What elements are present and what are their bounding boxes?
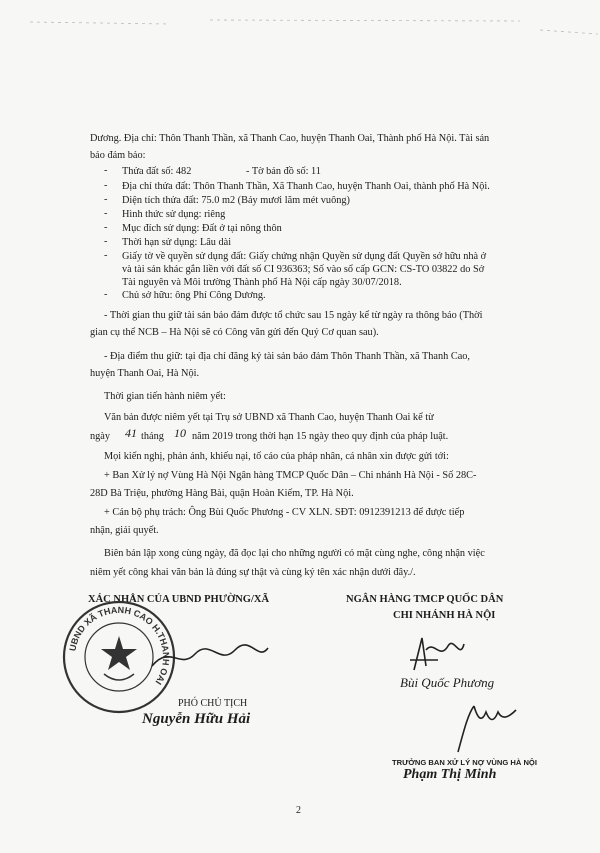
left-signatory-name: Nguyễn Hữu Hải	[142, 711, 251, 727]
ownership-doc-line-3: Tài nguyên và Môi trường Thành phố Hà Nội cấp ngày 30/07/2018.	[122, 277, 402, 288]
bullet-dash: -	[104, 222, 108, 233]
seizure-location-line-1: - Địa điểm thu giữ: tại địa chỉ đăng ký tài sản bảo đảm Thôn Thanh Thần, xã Thanh Cao,	[104, 351, 470, 362]
bullet-dash: -	[104, 236, 108, 247]
bank-heading-line-1: NGÂN HÀNG TMCP QUỐC DÂN	[346, 594, 504, 605]
posting-line-2-day-label: ngày	[90, 431, 111, 442]
contact-line-2: 28D Bà Triệu, phường Hàng Bài, quận Hoàn Kiếm, TP. Hà Nội.	[90, 488, 354, 499]
seal-text: UBND XÃ THANH CAO H.THANH OAI	[67, 604, 172, 687]
parcel-address: Địa chỉ thửa đất: Thôn Thanh Thần, Xã Thanh Cao, huyện Thanh Oai, thành phố Hà Nội.	[122, 181, 490, 192]
handwritten-month: 10	[174, 426, 186, 440]
usage-purpose: Mục đích sử dụng: Đất ở tại nông thôn	[122, 223, 282, 234]
bullet-dash: -	[104, 208, 108, 219]
bullet-dash: -	[104, 194, 108, 205]
officer-line-2: nhận, giải quyết.	[90, 525, 159, 536]
posting-line-1: Văn bản được niêm yết tại Trụ sở UBND xã Thanh Cao, huyện Thanh Oai kể từ	[104, 412, 434, 423]
usage-term: Thời hạn sử dụng: Lâu dài	[122, 237, 232, 248]
bank-heading-line-2: CHI NHÁNH HÀ NỘI	[393, 610, 496, 621]
ubnd-confirmation-heading: XÁC NHẬN CỦA UBND PHƯỜNG/XÃ	[88, 594, 270, 605]
bullet-dash: -	[104, 180, 108, 191]
posting-line-2-month-label: tháng	[141, 431, 164, 442]
usage-form: Hình thức sử dụng: riêng	[122, 209, 226, 220]
right-top-signatory-name: Bùi Quốc Phương	[400, 675, 495, 690]
right-bottom-signatory-name: Phạm Thị Minh	[403, 767, 497, 782]
bullet-dash: -	[104, 250, 108, 261]
parcel-area: Diện tích thửa đất: 75.0 m2 (Bảy mươi lăm mét vuông)	[122, 195, 350, 206]
ownership-doc-line-2: và tài sản khác gắn liền với đất số CI 936363; Số vào sổ cấp GCN: CS-TO 03822 do Sở	[122, 264, 485, 275]
left-signature	[150, 636, 270, 676]
complaints-line: Mọi kiến nghị, phản ánh, khiếu nại, tố cáo của pháp nhân, cá nhân xin được gửi tới:	[104, 451, 449, 462]
closing-line-1: Biên bản lập xong cùng ngày, đã đọc lại cho những người có mặt cùng nghe, công nhận việc	[104, 548, 485, 559]
ownership-doc-line-1: Giấy tờ về quyền sử dụng đất: Giấy chứng nhận Quyền sử dụng đất Quyền sở hữu nhà ở	[122, 251, 487, 262]
vice-chairman-title: PHÓ CHỦ TỊCH	[178, 698, 248, 709]
posting-time-heading: Thời gian tiến hành niêm yết:	[104, 391, 226, 402]
bullet-dash: -	[104, 289, 108, 300]
parcel-number: Thửa đất số: 482	[122, 166, 192, 177]
bullet-dash: -	[104, 165, 108, 176]
intro-line-2: bảo đảm bảo:	[90, 150, 146, 161]
seizure-time-line-2: gian cụ thể NCB – Hà Nội sẽ có Công văn gửi đến Quý Cơ quan sau).	[90, 327, 379, 338]
page-number: 2	[296, 805, 301, 816]
map-sheet-number: - Tờ bản đồ số: 11	[246, 166, 321, 177]
officer-line-1: + Cán bộ phụ trách: Ông Bùi Quốc Phương - CV XLN. SĐT: 0912391213 để được tiếp	[104, 507, 465, 518]
intro-line-1: Dương. Địa chỉ: Thôn Thanh Thần, xã Thanh Cao, huyện Thanh Oai, Thành phố Hà Nội. Tài sản	[90, 133, 490, 144]
owner: Chủ sở hữu: ông Phí Công Dương.	[122, 290, 266, 301]
right-bottom-signature	[450, 700, 520, 756]
closing-line-2: niêm yết công khai văn bản là đúng sự thật và cùng ký tên xác nhận dưới đây./.	[90, 567, 416, 578]
contact-line-1: + Ban Xử lý nợ Vùng Hà Nội Ngân hàng TMCP Quốc Dân – Chi nhánh Hà Nội - Số 28C-	[104, 470, 477, 481]
right-bottom-title: TRƯỞNG BAN XỬ LÝ NỢ VÙNG HÀ NỘI	[392, 758, 537, 767]
seizure-time-line-1: - Thời gian thu giữ tài sản bảo đảm được tổ chức sau 15 ngày kể từ ngày ra thông báo (Thời	[104, 310, 483, 321]
scan-artifact-lines	[0, 0, 600, 40]
handwritten-day: 41	[125, 426, 137, 440]
right-top-signature	[404, 630, 474, 678]
seizure-location-line-2: huyện Thanh Oai, Hà Nội.	[90, 368, 200, 379]
posting-line-2-rest: năm 2019 trong thời hạn 15 ngày theo quy định của pháp luật.	[192, 431, 449, 442]
